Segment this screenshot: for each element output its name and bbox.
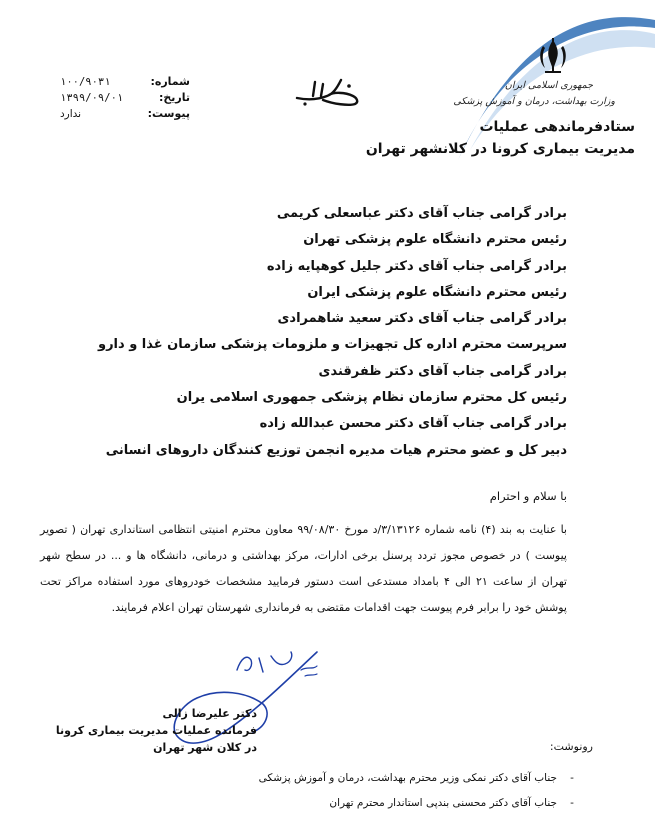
signer-title: فرمانده عملیات مدیریت بیماری کرونا xyxy=(55,724,257,737)
cc-item xyxy=(259,766,579,791)
letter-date-label: تاریخ: xyxy=(158,91,190,104)
letter-number-row xyxy=(60,74,190,90)
recipient-line: برادر گرامی جناب آقای دکتر جلیل کوهپایه زاده xyxy=(266,258,567,274)
hq-title: ستادفرماندهی عملیات xyxy=(479,119,635,135)
hq-subtitle: مدیریت بیماری کرونا در کلانشهر تهران xyxy=(365,141,635,157)
letter-body: با عنایت به بند (۴) نامه شماره ۳/۱۳۱۲۶/د مورخ ۹۹/۰۸/۳۰ معاون محترم امنیتی انتظامی استانداری تهران ( تصویر پیوست ) در خصوص مجوز تردد پرسنل برخی ادارات، مرکز بهداشتی و درمانی، دانشگاه ها و ... در سطح شهر تهران از ساعت ۲۱ الی ۴ بامداد مستدعی است دستور فرمایید مشخصات خودروهای مورد استفاده مراکز تحت پوشش خود را برابر فرم پیوست جهت اقدامات مقتضی به فرمانداری شهرستان تهران اعلام فرمایند. xyxy=(40,523,567,614)
recipient-line: سرپرست محترم اداره کل تجهیزات و ملزومات پزشکی سازمان غذا و دارو xyxy=(97,337,567,353)
letter-meta xyxy=(60,74,190,122)
recipient-line: رئیس محترم دانشگاه علوم پزشکی ایران xyxy=(307,284,567,300)
signer-name: دکتر علیرضا زالی xyxy=(162,707,257,720)
letter-number-value: ۱۰۰/۹۰۳۱ xyxy=(60,76,111,88)
cc-heading: رونوشت: xyxy=(549,740,593,753)
ministry-logo-line2: وزارت بهداشت، درمان و آموزش پزشکی xyxy=(453,96,615,107)
recipient-line: برادر گرامی جناب آقای دکتر محسن عبدالله زاده xyxy=(259,416,567,432)
recipient-line: برادر گرامی جناب آقای دکتر عباسعلی کریمی xyxy=(276,206,567,221)
letter-attachment-label: پیوست: xyxy=(147,107,190,120)
letter-date-value: ۱۳۹۹/۰۹/۰۱ xyxy=(60,92,124,104)
letter-attachment-row xyxy=(60,106,190,122)
cc-bullet: - xyxy=(570,797,574,809)
recipient-line: برادر گرامی جناب آقای دکتر ظفرقندی xyxy=(318,363,567,379)
greeting: با سلام و احترام xyxy=(489,489,567,503)
recipients-list xyxy=(97,201,567,464)
recipient-line: برادر گرامی جناب آقای دکتر سعید شاهمرادی xyxy=(277,311,567,327)
iran-emblem-icon xyxy=(533,36,573,76)
cc-item-text: جناب آقای دکتر نمکی وزیر محترم بهداشت، درمان و آموزش پزشکی xyxy=(258,772,557,784)
letter-date-row xyxy=(60,90,190,106)
letter-number-label: شماره: xyxy=(150,75,190,88)
recipient-line: رئیس محترم دانشگاه علوم پزشکی تهران xyxy=(303,232,567,248)
ministry-logo-line1: جمهوری اسلامی ایران xyxy=(504,80,593,91)
signer-title-line2: در کلان شهر تهران xyxy=(153,741,257,754)
recipient-line: رئیس کل محترم سازمان نظام پزشکی جمهوری اسلامی یران xyxy=(176,390,567,406)
cc-list xyxy=(259,766,579,816)
cc-item xyxy=(259,791,579,816)
recipient-line: دبیر کل و عضو محترم هیات مدیره انجمن توزیع کنندگان داروهای انسانی xyxy=(105,442,567,458)
cc-bullet: - xyxy=(570,772,574,784)
bismillah-calligraphy xyxy=(293,70,363,110)
cc-item-text: جناب آقای دکتر محسنی بندپی استاندار محترم تهران xyxy=(329,797,557,809)
letter-attachment-value: ندارد xyxy=(60,108,82,120)
